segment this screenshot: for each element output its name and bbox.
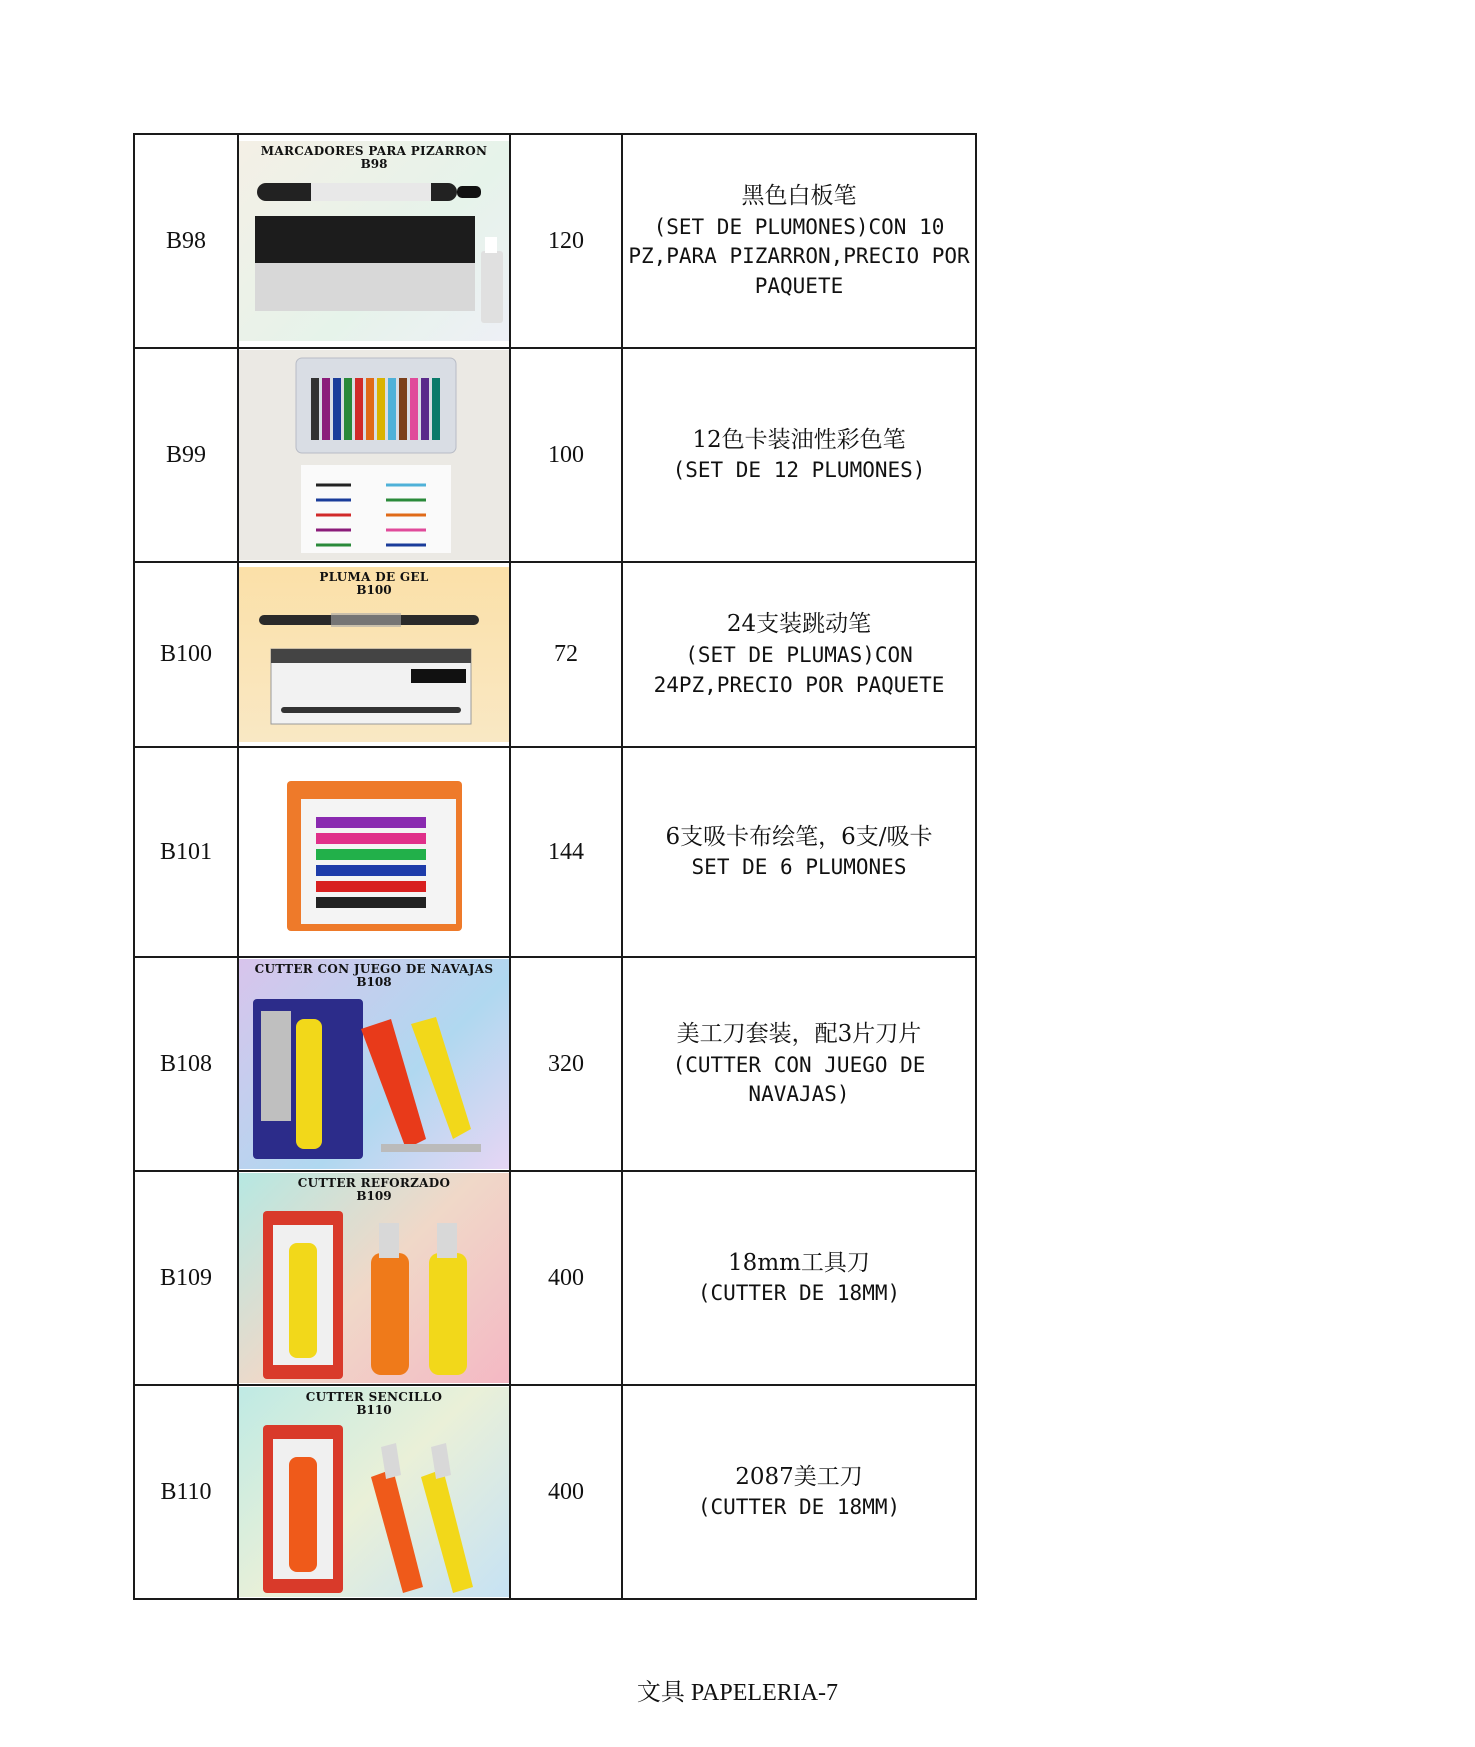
image-code: B108	[356, 975, 392, 990]
description-zh: 6支吸卡布绘笔，6支/吸卡	[665, 823, 933, 850]
description-zh: 2087美工刀	[735, 1463, 863, 1490]
product-description	[622, 1385, 976, 1599]
image-code: B100	[356, 583, 392, 598]
cutter-set-illustration	[241, 989, 507, 1169]
description-es: (CUTTER DE 18MM)	[697, 1495, 901, 1520]
product-table	[133, 133, 977, 1600]
whiteboard-marker-illustration	[241, 171, 507, 341]
product-description	[622, 957, 976, 1171]
description-es: (SET DE PLUMAS)CON 24PZ,PRECIO POR PAQUETE	[653, 643, 945, 697]
description-zh: 美工刀套装，配3片刀片	[676, 1020, 922, 1047]
description-es: (SET DE PLUMONES)CON 10 PZ,PARA PIZARRON,PRECIO POR PAQUETE	[628, 214, 970, 299]
product-quantity: 72	[510, 562, 622, 747]
product-image-cell	[238, 562, 510, 747]
table-row	[134, 1385, 976, 1599]
product-quantity: 100	[510, 348, 622, 562]
description-es: (SET DE 12 PLUMONES)	[672, 458, 926, 483]
table-row	[134, 1171, 976, 1385]
product-image-cell	[238, 134, 510, 348]
product-quantity: 400	[510, 1171, 622, 1385]
product-quantity: 320	[510, 957, 622, 1171]
description-zh: 黑色白板笔	[741, 182, 857, 209]
product-description	[622, 1171, 976, 1385]
table-row	[134, 747, 976, 957]
footer-label-es: PAPELERIA-7	[690, 1680, 839, 1706]
image-title: PLUMA DE GEL	[319, 569, 429, 584]
product-image-cell	[238, 1171, 510, 1385]
product-image-cell	[238, 957, 510, 1171]
product-image-cell	[238, 348, 510, 562]
description-es: (CUTTER DE 18MM)	[697, 1281, 901, 1306]
footer-label-zh: 文具	[636, 1678, 685, 1706]
description-zh: 24支装跳动笔	[726, 611, 872, 638]
image-title: CUTTER SENCILLO	[305, 1389, 443, 1404]
product-description	[622, 348, 976, 562]
product-description	[622, 562, 976, 747]
image-code: B109	[356, 1189, 392, 1204]
description-es: (CUTTER CON JUEGO DE NAVAJAS)	[672, 1052, 926, 1107]
product-image	[239, 567, 509, 743]
table-row	[134, 562, 976, 747]
product-description	[622, 747, 976, 957]
product-image	[239, 959, 509, 1170]
product-quantity: 144	[510, 747, 622, 957]
product-code: B101	[134, 747, 238, 957]
description-es: SET DE 6 PLUMONES	[691, 855, 907, 880]
simple-cutter-illustration	[241, 1417, 507, 1597]
image-title: CUTTER CON JUEGO DE NAVAJAS	[254, 961, 494, 976]
product-code: B100	[134, 562, 238, 747]
table-row	[134, 957, 976, 1171]
image-code: B110	[356, 1403, 392, 1418]
product-code: B108	[134, 957, 238, 1171]
table-row	[134, 348, 976, 562]
image-code: B98	[360, 157, 388, 172]
cloth-marker-pack-illustration	[241, 749, 507, 955]
product-image-cell	[238, 1385, 510, 1599]
image-title: CUTTER REFORZADO	[297, 1175, 451, 1190]
product-image	[239, 1387, 509, 1598]
product-image	[239, 350, 509, 560]
product-code: B109	[134, 1171, 238, 1385]
product-image	[239, 141, 509, 342]
product-quantity: 400	[510, 1385, 622, 1599]
table-row	[134, 134, 976, 348]
product-image	[239, 749, 509, 955]
description-zh: 12色卡装油性彩色笔	[692, 426, 906, 453]
product-image	[239, 1173, 509, 1384]
product-code: B98	[134, 134, 238, 348]
product-description	[622, 134, 976, 348]
reinforced-cutter-illustration	[241, 1203, 507, 1383]
image-title: MARCADORES PARA PIZARRON	[260, 143, 488, 158]
oil-marker-set-illustration	[241, 350, 507, 560]
product-code: B110	[134, 1385, 238, 1599]
product-quantity: 120	[510, 134, 622, 348]
description-zh: 18mm工具刀	[728, 1249, 870, 1276]
gel-pen-illustration	[241, 597, 507, 742]
page-footer	[0, 1672, 1475, 1707]
product-code: B99	[134, 348, 238, 562]
product-image-cell	[238, 747, 510, 957]
